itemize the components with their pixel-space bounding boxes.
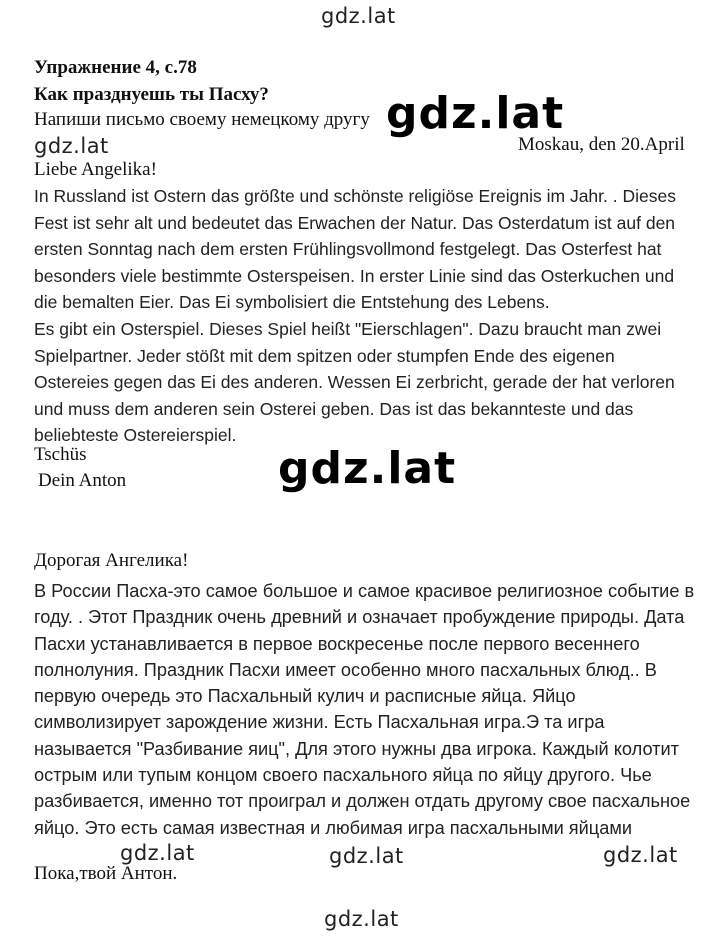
watermark-header: gdz.lat: [386, 88, 565, 139]
letter-de-line: die bemalten Eier. Das Ei symbolisiert die Entstehung des Lebens.: [34, 292, 550, 313]
letter-de-line: Fest ist sehr alt und bedeutet das Erwachen der Natur. Das Osterdatum ist auf den: [34, 212, 676, 233]
letter-ru-line: символизирует зарождение жизни. Есть Пасхальная игра.Э та игра: [34, 712, 605, 733]
watermark-bottom-left: gdz.lat: [120, 841, 195, 865]
letter-de-line: beliebteste Ostereierspiel.: [34, 425, 237, 446]
letter-de-line: Ostereies gegen das Ei des anderen. Wessen Ei zerbricht, gerade der hat verloren: [34, 372, 675, 393]
watermark-bottom-center: gdz.lat: [329, 844, 404, 868]
letter-de-line: ersten Sonntag nach dem ersten Frühlingsvollmond festgelegt. Das Osterfest hat: [34, 239, 662, 260]
watermark-top: gdz.lat: [321, 4, 396, 28]
letter-de-line: Spielpartner. Jeder stößt mit dem spitzen oder stumpfen Ende des eigenen: [34, 345, 615, 366]
exercise-title: Упражнение 4, с.78: [34, 57, 197, 78]
letter-ru-line: году. . Этот Праздник очень древний и означает пробуждение природы. Дата: [34, 607, 685, 628]
letter-ru-line: острым или тупым концом своего пасхального яйца по яйцу другого. Чье: [34, 765, 652, 786]
letter-de-line: In Russland ist Ostern das größte und schönste religiöse Ereignis im Jahr. . Dieses: [34, 186, 676, 206]
letter-ru-line: первую очередь это Пасхальный кулич и расписные яйца. Яйцо: [34, 686, 576, 707]
letter-ru-line: называется "Разбивание яиц", Для этого нужны два игрока. Каждый колотит: [34, 738, 679, 759]
letter-ru-line: яйцо. Это есть самая известная и любимая игра пасхальными яйцами: [34, 817, 632, 838]
letter-ru-body: [34, 578, 694, 841]
letter-de-body: [34, 183, 684, 449]
letter-ru-line: полнолуния. Праздник Пасхи имеет особенно много пасхальных блюд.. В: [34, 659, 657, 680]
watermark-footer: gdz.lat: [324, 907, 399, 931]
letter-de-closing: Tschüs: [34, 444, 87, 465]
letter-de-line: und muss dem anderen sein Osterei geben. Das ist das bekannteste und das: [34, 398, 634, 419]
letter-ru-line: разбивается, именно тот проиграл и должен отдать другому свое пасхальное: [34, 791, 691, 812]
letter-ru-line: В России Пасха-это самое большое и самое красивое религиозное событие в: [34, 581, 695, 601]
letter-ru-greeting: Дорогая Ангелика!: [34, 550, 189, 571]
watermark-middle: gdz.lat: [278, 443, 457, 494]
letter-de-line: Es gibt ein Osterspiel. Dieses Spiel heißt "Eierschlagen". Dazu braucht man zwei: [34, 318, 662, 339]
exercise-question: Как празднуешь ты Пасху?: [34, 84, 269, 105]
letter-de-signature: Dein Anton: [38, 470, 127, 491]
letter-ru-line: Пасхи устанавливается в первое воскресенье после первого весеннего: [34, 633, 640, 654]
letter-de-greeting: Liebe Angelika!: [34, 159, 157, 180]
watermark-left-small: gdz.lat: [34, 134, 109, 158]
watermark-bottom-right: gdz.lat: [603, 843, 678, 867]
letter-ru-closing: Пока,твой Антон.: [34, 863, 178, 884]
letter-de-line: besonders viele bestimmte Osterspeisen. In erster Linie sind das Osterkuchen und: [34, 265, 675, 286]
exercise-task: Напиши письмо своему немецкому другу: [34, 109, 370, 130]
letter-de-place-date: Moskau, den 20.April: [518, 134, 685, 155]
